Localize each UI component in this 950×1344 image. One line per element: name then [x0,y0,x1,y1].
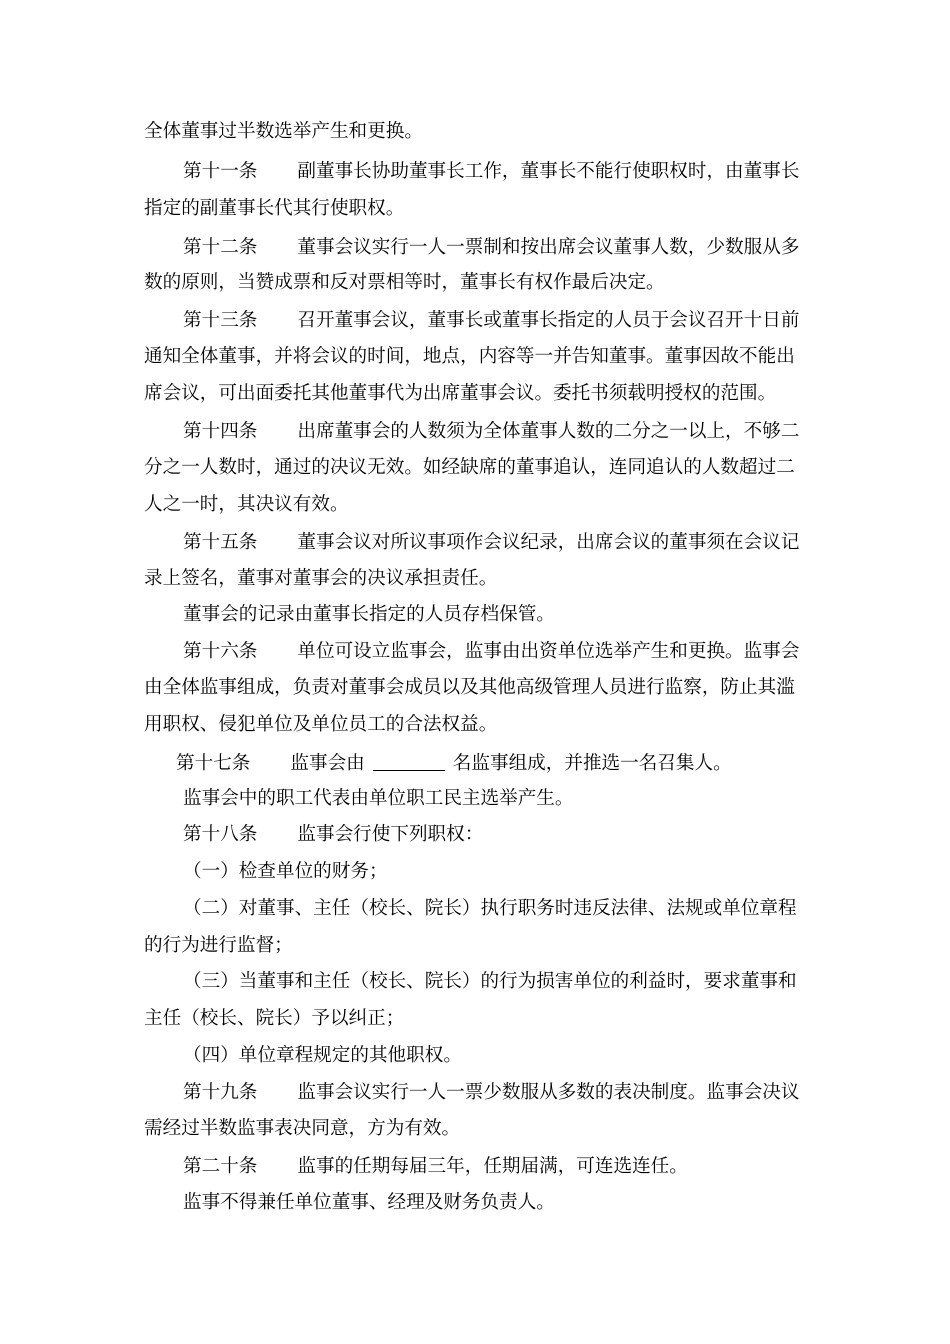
article-14 [183,420,814,444]
article-text-after: 名监事组成，并推选一名召集人。 [452,753,732,774]
article-number: 第二十条 [183,1156,258,1177]
article-number: 第十二条 [183,237,258,258]
article-18 [183,823,814,847]
text-line: 主任（校长、院长）予以纠正； [144,1008,405,1029]
article-number: 第十三条 [183,310,258,331]
text-line: 监事不得兼任单位董事、经理及财务负责人。 [183,1192,555,1213]
article-number: 第十八条 [183,824,258,845]
article-number: 第十一条 [183,161,258,182]
article-text: 召开董事会议，董事长或董事长指定的人员于会议召开十日前 [297,310,800,331]
list-item: （三）当董事和主任（校长、院长）的行为损害单位的利益时，要求董事和 [183,971,797,992]
article-text: 单位可设立监事会，监事由出资单位选举产生和更换。监事会 [297,641,800,662]
text-line: 用职权、侵犯单位及单位员工的合法权益。 [144,714,498,735]
article-15 [183,531,814,555]
article-number: 第十七条 [176,753,251,774]
article-text: 监事的任期每届三年，任期届满，可连选连任。 [297,1156,688,1177]
article-text: 出席董事会的人数须为全体董事人数的二分之一以上，不够二 [297,421,800,442]
list-item: （四）单位章程规定的其他职权。 [183,1045,462,1066]
text-line: 需经过半数监事表决同意，方为有效。 [144,1118,461,1139]
text-line: 指定的副董事长代其行使职权。 [144,198,405,219]
fill-in-blank [373,750,445,771]
article-13 [183,309,814,333]
article-number: 第十六条 [183,641,258,662]
article-text: 监事会行使下列职权： [297,824,484,845]
text-line: 的行为进行监督； [144,935,293,956]
article-text-before: 监事会由 [290,753,365,774]
article-11 [183,160,814,184]
article-20 [183,1155,814,1179]
article-text: 监事会议实行一人一票少数服从多数的表决制度。监事会决议 [297,1082,800,1103]
article-text: 董事会议对所议事项作会议纪录，出席会议的董事须在会议记 [297,532,800,553]
text-line: 人之一时，其决议有效。 [144,494,349,515]
article-19 [183,1081,814,1105]
text-line: 录上签名，董事对董事会的决议承担责任。 [144,568,498,589]
article-16 [183,640,814,664]
article-number: 第十四条 [183,421,258,442]
text-line: 数的原则，当赞成票和反对票相等时，董事长有权作最后决定。 [144,272,665,293]
article-text: 副董事长协助董事长工作，董事长不能行使职权时，由董事长 [297,161,800,182]
text-line: 席会议，可出面委托其他董事代为出席董事会议。委托书须载明授权的范围。 [144,383,777,404]
list-item: （一）检查单位的财务； [183,861,388,882]
list-item: （二）对董事、主任（校长、院长）执行职务时违反法律、法规或单位章程 [183,898,797,919]
article-text: 董事会议实行一人一票制和按出席会议董事人数，少数服从多 [297,237,800,258]
text-line: 由全体监事组成，负责对董事会成员以及其他高级管理人员进行监察，防止其滥 [144,677,795,698]
article-17 [176,750,814,776]
article-number: 第十九条 [183,1082,258,1103]
text-line: 分之一人数时，通过的决议无效。如经缺席的董事追认，连同追认的人数超过二 [144,457,795,478]
article-12 [183,236,814,260]
text-line: 董事会的记录由董事长指定的人员存档保管。 [183,604,555,625]
text-line: 全体董事过半数选举产生和更换。 [144,121,423,142]
text-line: 监事会中的职工代表由单位职工民主选举产生。 [183,788,574,809]
article-number: 第十五条 [183,532,258,553]
text-line: 通知全体董事，并将会议的时间，地点，内容等一并告知董事。董事因故不能出 [144,346,795,367]
